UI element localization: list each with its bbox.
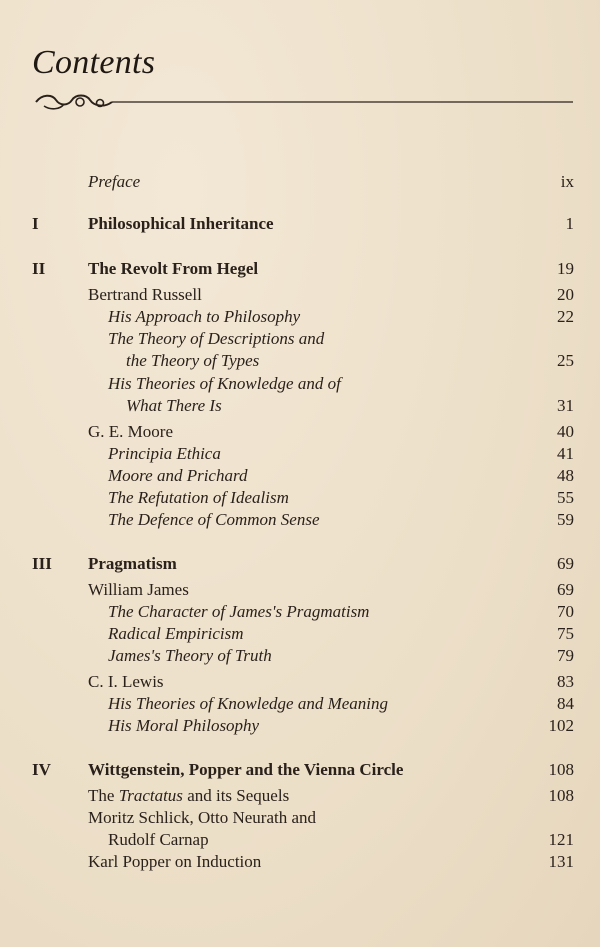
toc-subsection[interactable] bbox=[0, 487, 600, 509]
toc-page-number: 59 bbox=[557, 510, 574, 529]
toc-page-number: 69 bbox=[557, 580, 574, 599]
toc-page-number: 19 bbox=[557, 259, 574, 278]
toc-subsection[interactable] bbox=[0, 509, 600, 531]
toc-page-number: 83 bbox=[557, 672, 574, 691]
toc-page-number: 22 bbox=[557, 307, 574, 326]
toc-subsection[interactable] bbox=[0, 601, 600, 623]
toc-section[interactable] bbox=[0, 421, 600, 443]
toc-page-number: 1 bbox=[565, 214, 574, 233]
toc-subsection-continued[interactable] bbox=[0, 395, 600, 417]
chapter-number: IV bbox=[32, 760, 51, 779]
section-title: Moritz Schlick, Otto Neurath and bbox=[88, 808, 317, 827]
toc-subsection[interactable] bbox=[0, 645, 600, 667]
chapter-title: Philosophical Inheritance bbox=[88, 214, 274, 233]
toc-page-number: 79 bbox=[557, 646, 574, 665]
toc-page-number: 121 bbox=[548, 830, 574, 849]
toc-page-number: 102 bbox=[548, 716, 574, 735]
chapter-title: Pragmatism bbox=[88, 554, 177, 573]
section-title bbox=[88, 785, 289, 807]
subsection-title: Principia Ethica bbox=[108, 444, 221, 463]
subsection-title: His Theories of Knowledge and Meaning bbox=[108, 694, 389, 713]
section-title: C. I. Lewis bbox=[88, 672, 164, 691]
toc-page-number: 48 bbox=[557, 466, 574, 485]
toc-chapter-1[interactable] bbox=[0, 213, 600, 235]
toc-subsection[interactable] bbox=[0, 306, 600, 328]
toc-section[interactable] bbox=[0, 851, 600, 873]
toc-page-number: 40 bbox=[557, 422, 574, 441]
chapter-number: I bbox=[32, 214, 39, 233]
toc-page-number: 20 bbox=[557, 285, 574, 304]
section-title: Bertrand Russell bbox=[88, 285, 202, 304]
chapter-number: III bbox=[32, 554, 52, 573]
subsection-title: James's Theory of Truth bbox=[108, 646, 272, 665]
subsection-title: His Theories of Knowledge and of bbox=[108, 374, 341, 393]
subsection-title: The Defence of Common Sense bbox=[108, 510, 320, 529]
toc-page-number: ix bbox=[560, 172, 574, 191]
toc-page-number: 84 bbox=[557, 694, 574, 713]
toc-section[interactable] bbox=[0, 785, 600, 807]
subsection-title: His Moral Philosophy bbox=[108, 716, 260, 735]
toc-page-number: 25 bbox=[557, 351, 574, 370]
toc-entry-preface[interactable] bbox=[0, 171, 600, 193]
toc-subsection[interactable] bbox=[0, 328, 600, 350]
toc-chapter-3[interactable] bbox=[0, 553, 600, 575]
toc-section[interactable] bbox=[0, 579, 600, 601]
toc-subsection[interactable] bbox=[0, 715, 600, 737]
toc-page-number: 108 bbox=[548, 760, 574, 779]
toc-page-number: 55 bbox=[557, 488, 574, 507]
toc-chapter-2[interactable] bbox=[0, 258, 600, 280]
chapter-title: The Revolt From Hegel bbox=[88, 259, 259, 278]
subsection-title: The Character of James's Pragmatism bbox=[108, 602, 370, 621]
toc-section[interactable] bbox=[0, 284, 600, 306]
toc-subsection[interactable] bbox=[0, 443, 600, 465]
toc-page-number: 108 bbox=[548, 786, 574, 805]
toc-page-number: 31 bbox=[557, 396, 574, 415]
page-title: Contents bbox=[32, 44, 156, 81]
toc-page-number: 131 bbox=[548, 852, 574, 871]
subsection-title: The Refutation of Idealism bbox=[108, 488, 289, 507]
toc-section[interactable] bbox=[0, 807, 600, 829]
subsection-title: the Theory of Types bbox=[126, 351, 260, 370]
chapter-title: Wittgenstein, Popper and the Vienna Circle bbox=[88, 760, 404, 779]
subsection-title: What There Is bbox=[126, 396, 222, 415]
section-title: G. E. Moore bbox=[88, 422, 173, 441]
section-title: Karl Popper on Induction bbox=[88, 852, 262, 871]
subsection-title: His Approach to Philosophy bbox=[108, 307, 301, 326]
toc-entry-title: Preface bbox=[88, 172, 141, 191]
toc-page-number: 69 bbox=[557, 554, 574, 573]
chapter-number: II bbox=[32, 259, 46, 278]
toc-subsection[interactable] bbox=[0, 693, 600, 715]
toc-chapter-4[interactable] bbox=[0, 759, 600, 781]
toc-page-number: 41 bbox=[557, 444, 574, 463]
section-title: William James bbox=[88, 580, 189, 599]
toc-subsection-continued[interactable] bbox=[0, 350, 600, 372]
subsection-title: Radical Empiricism bbox=[108, 624, 244, 643]
subsection-title: Moore and Prichard bbox=[108, 466, 248, 485]
section-title-italic-part: Tractatus bbox=[118, 786, 183, 805]
toc-subsection[interactable] bbox=[0, 623, 600, 645]
toc-page-number: 75 bbox=[557, 624, 574, 643]
section-title-part: The bbox=[88, 786, 119, 805]
subsection-title: The Theory of Descriptions and bbox=[108, 329, 325, 348]
toc-subsection[interactable] bbox=[0, 465, 600, 487]
toc-page-number: 70 bbox=[557, 602, 574, 621]
toc-subsection[interactable] bbox=[0, 373, 600, 395]
toc-section-continued[interactable] bbox=[0, 829, 600, 851]
section-title: Rudolf Carnap bbox=[108, 830, 209, 849]
section-title-part: and its Sequels bbox=[182, 786, 290, 805]
toc-section[interactable] bbox=[0, 671, 600, 693]
